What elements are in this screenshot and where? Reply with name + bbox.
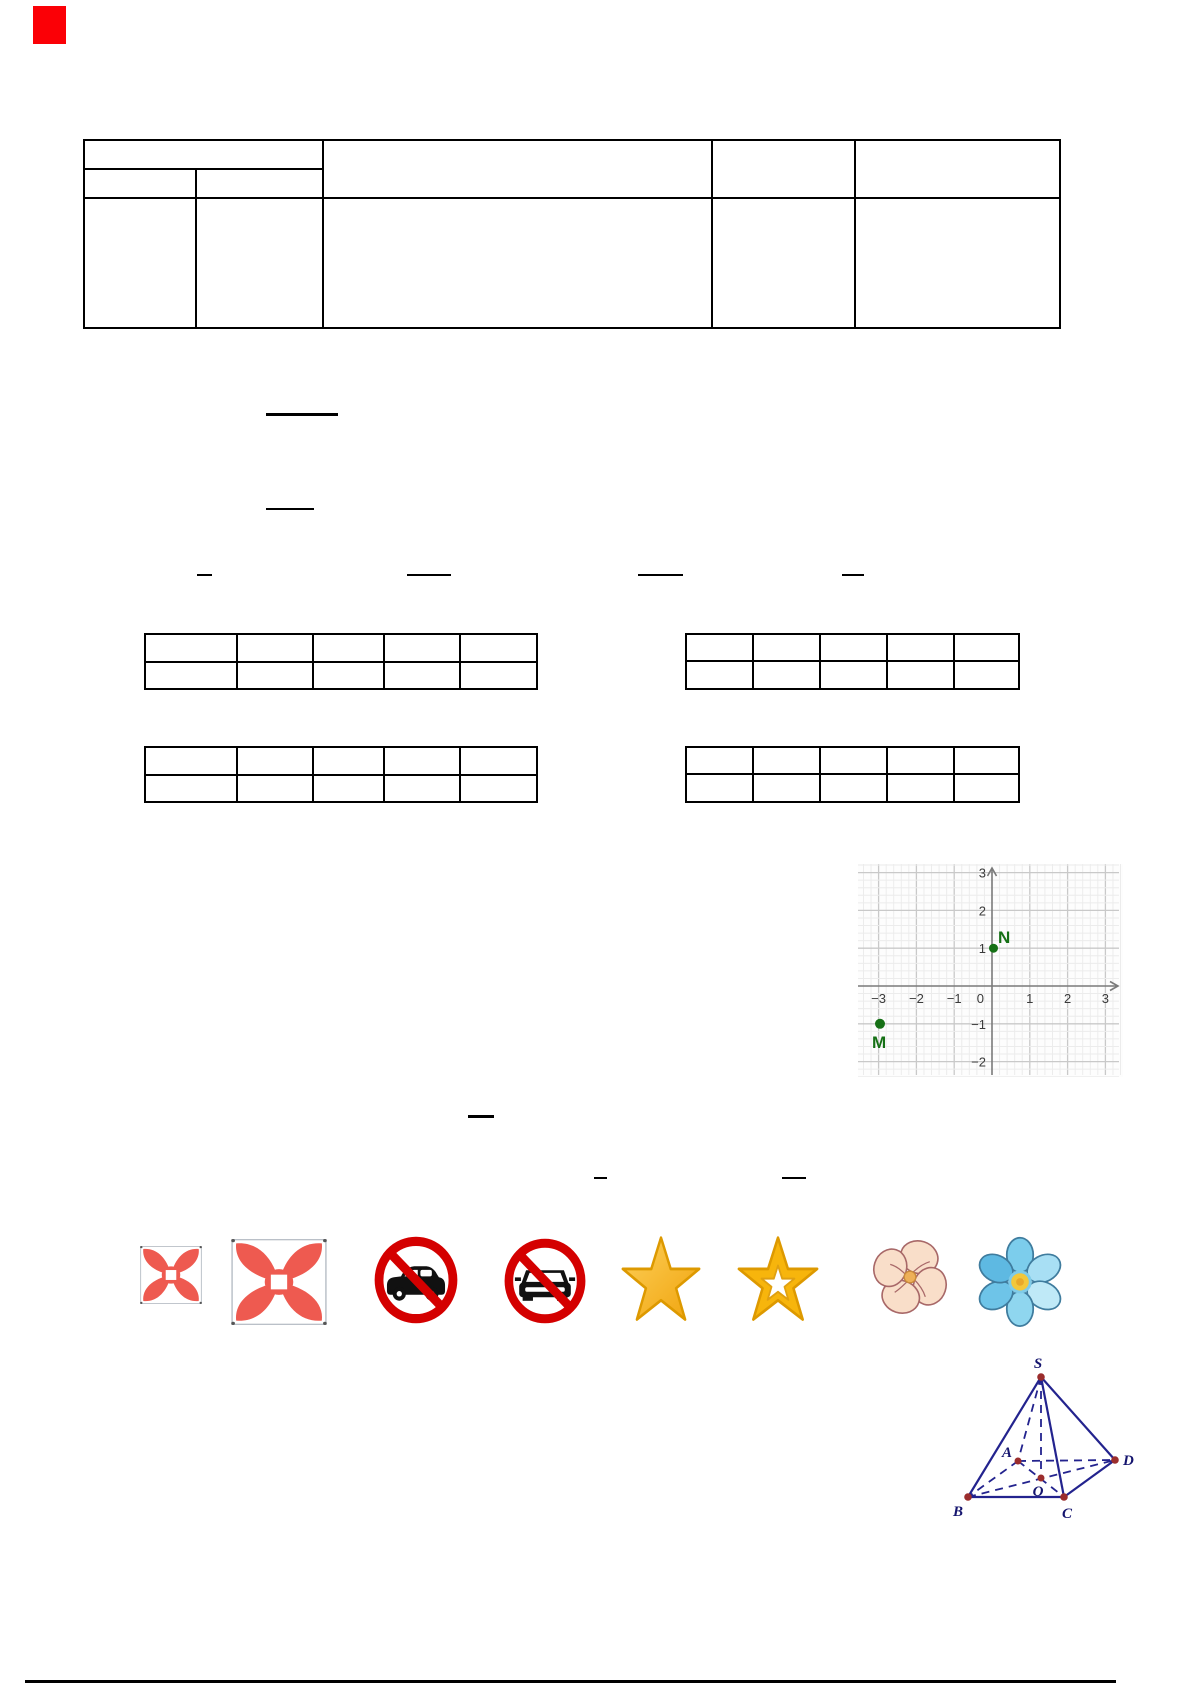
answer-blank (468, 1115, 494, 1118)
point-M (875, 1019, 885, 1029)
answer-blank (594, 1177, 607, 1179)
peach-flower-image (865, 1232, 955, 1322)
answer-blank (197, 574, 212, 576)
no-cars-sign-side-view-image (372, 1234, 460, 1326)
header-cell (855, 140, 1060, 198)
svg-text:2: 2 (978, 903, 986, 919)
svg-text:O: O (1032, 1484, 1044, 1500)
point-M-label: M (872, 1033, 887, 1052)
answer-blank (842, 574, 864, 576)
body-cell (84, 198, 196, 328)
svg-text:−3: −3 (871, 991, 887, 1006)
point-N-label: N (998, 928, 1011, 947)
svg-text:−2: −2 (908, 991, 924, 1006)
svg-text:1: 1 (978, 941, 986, 957)
svg-text:D: D (1123, 1453, 1134, 1469)
no-cars-sign-front-view-image (502, 1236, 588, 1326)
header-subcell (84, 169, 196, 198)
body-cell (855, 198, 1060, 328)
svg-text:−2: −2 (971, 1054, 986, 1070)
body-cell (712, 198, 855, 328)
svg-text:0: 0 (976, 991, 984, 1006)
header-table (83, 139, 1061, 329)
header-cell (712, 140, 855, 198)
answer-blank (638, 574, 683, 576)
answer-blank (266, 508, 314, 510)
body-cell (323, 198, 712, 328)
answer-table-2 (685, 633, 1020, 690)
svg-text:3: 3 (1101, 991, 1110, 1006)
gold-star-with-white-star-image (736, 1233, 820, 1327)
red-pinwheel-flower-small-image (138, 1244, 204, 1306)
svg-text:A: A (1001, 1445, 1012, 1461)
answer-blank (782, 1177, 806, 1179)
svg-text:−1: −1 (971, 1016, 986, 1032)
header-subcell (196, 169, 323, 198)
coordinate-plane-figure (858, 864, 1123, 1077)
svg-text:1: 1 (1026, 991, 1034, 1006)
svg-text:S: S (1033, 1356, 1043, 1372)
svg-text:3: 3 (978, 865, 986, 881)
answer-blank (407, 574, 451, 576)
answer-table-1 (144, 633, 538, 690)
answer-blank (266, 413, 338, 416)
pyramid-diagram (930, 1352, 1145, 1527)
answer-table-3 (144, 746, 538, 803)
blue-flower-image (971, 1232, 1069, 1328)
header-cell (323, 140, 712, 198)
svg-text:B: B (952, 1504, 964, 1520)
header-cell-merged (84, 140, 323, 169)
svg-text:C: C (1061, 1506, 1073, 1522)
point-N (989, 944, 998, 953)
red-pinwheel-flower-large-image (228, 1236, 330, 1328)
bottom-page-rule (25, 1680, 1116, 1683)
svg-text:−1: −1 (946, 991, 962, 1006)
gold-star-solid-image (620, 1233, 702, 1327)
red-corner-mark (33, 6, 66, 44)
body-cell (196, 198, 323, 328)
svg-text:2: 2 (1063, 991, 1072, 1006)
answer-table-4 (685, 746, 1020, 803)
